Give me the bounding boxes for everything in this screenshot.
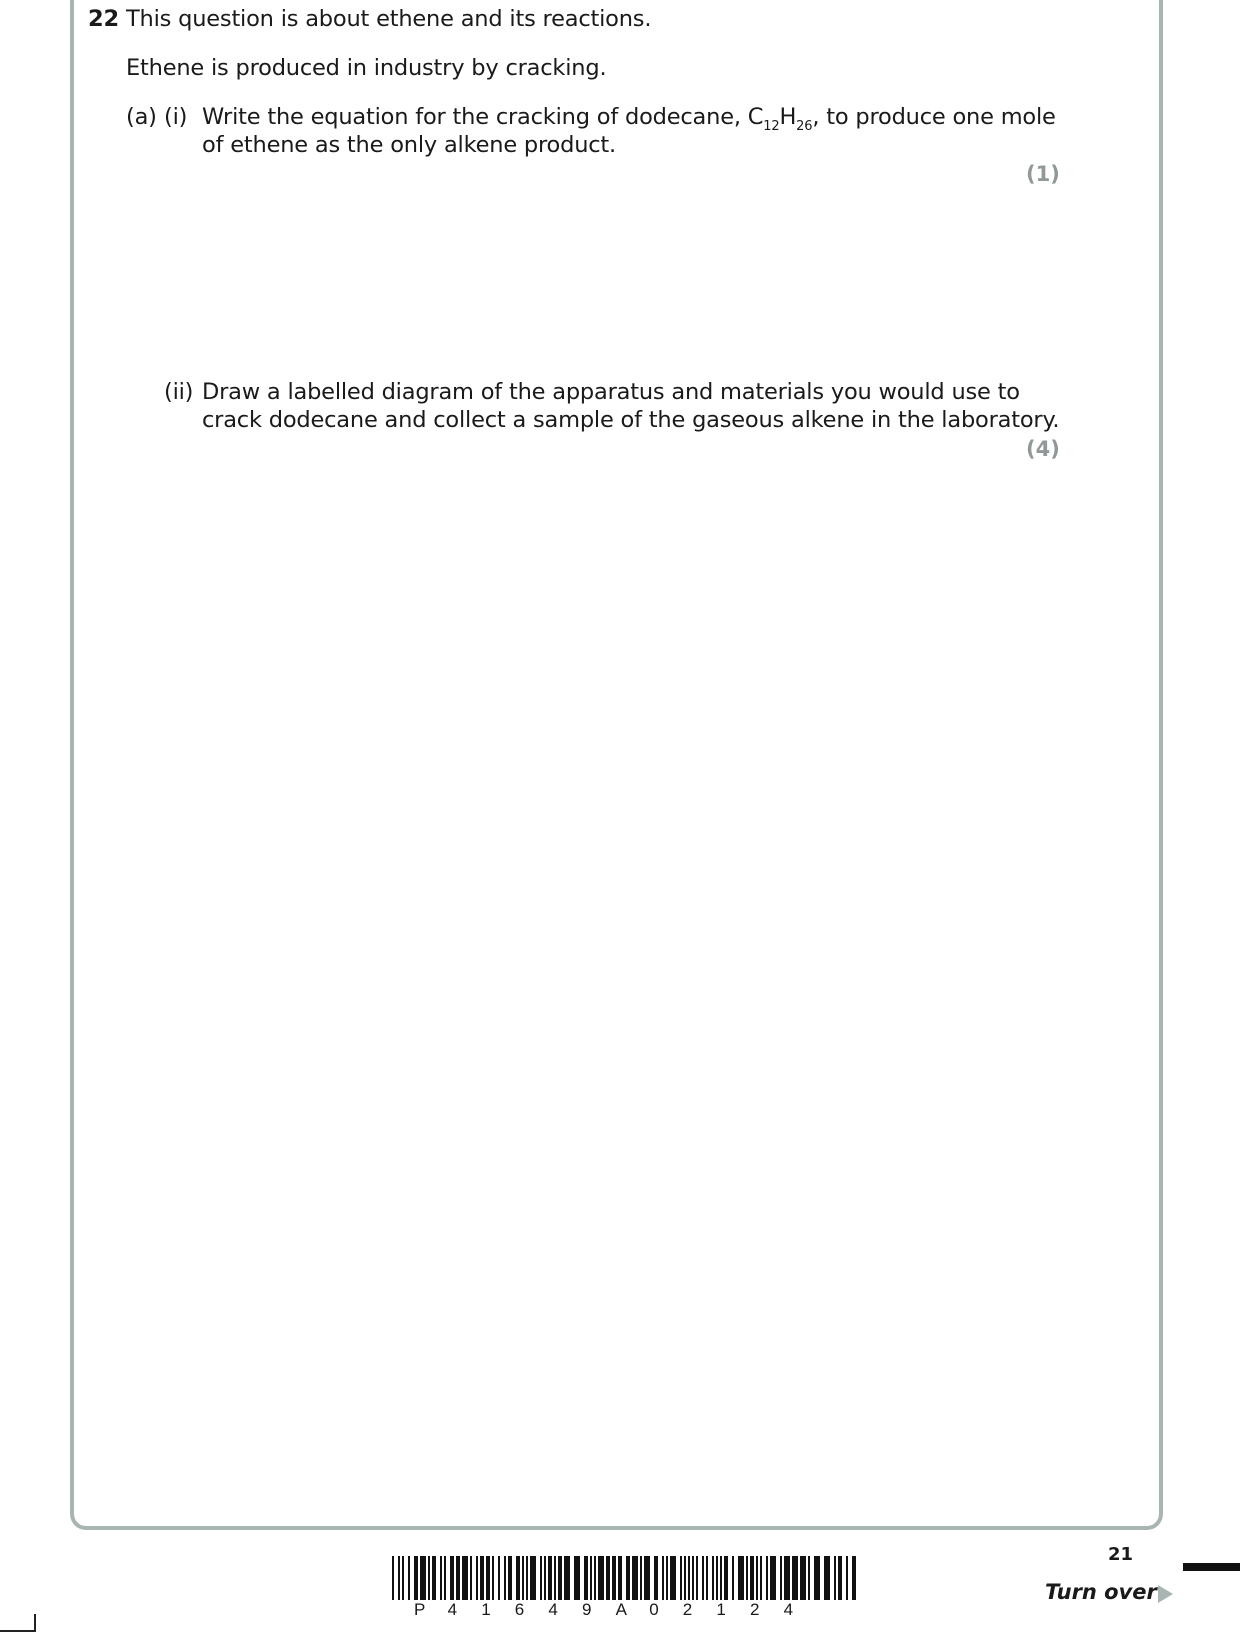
barcode-bar [746,1556,748,1600]
barcode-image [392,1556,860,1604]
barcode-bar [792,1556,798,1600]
barcode-char: 1 [481,1600,491,1619]
barcode-bar [720,1556,722,1600]
barcode-bar [702,1556,704,1600]
barcode-bar [402,1556,404,1600]
barcode-bar [756,1556,758,1600]
barcode-char: 2 [682,1600,693,1619]
marks-part-a-ii: (4) [1026,437,1060,461]
barcode-bar [800,1556,806,1600]
barcode-char: 6 [514,1600,525,1619]
barcode-char: 4 [548,1600,558,1619]
barcode-bar [766,1556,768,1600]
answer-box-frame [70,0,1163,1530]
question-intro: This question is about ethene and its reactions. [126,6,652,32]
barcode-bar [564,1556,570,1600]
barcode-bar [712,1556,714,1600]
barcode-bar [508,1556,512,1600]
barcode-bar [558,1556,562,1600]
page-number: 21 [1108,1544,1134,1565]
barcode-bar [732,1556,734,1600]
barcode-bar [834,1556,836,1600]
barcode-bar [480,1556,484,1600]
barcode-char: 1 [716,1600,726,1619]
part-a-i-question-line2: of ethene as the only alkene product. [202,132,617,158]
part-a-label: (a) [126,104,157,130]
barcode-bar [632,1556,638,1600]
barcode-bar [554,1556,556,1600]
formula-subscript-26: 26 [796,119,813,134]
barcode-bar [440,1556,442,1600]
barcode-bar [492,1556,494,1600]
barcode-bar [498,1556,500,1600]
barcode-bar [626,1556,630,1600]
barcode-bar [450,1556,454,1600]
barcode-bar [680,1556,682,1600]
barcode-char: P [414,1600,426,1619]
barcode-bar [684,1556,686,1600]
barcode-bar [814,1556,820,1600]
barcode-bar [598,1556,604,1600]
barcode-bar [612,1556,616,1600]
barcode-bar [606,1556,610,1600]
barcode-char: 9 [582,1600,592,1619]
barcode-bar [784,1556,790,1600]
barcode-bar [486,1556,490,1600]
barcode-bar [696,1556,698,1600]
barcode-bar [522,1556,524,1600]
barcode-bar [444,1556,446,1600]
barcode-bar [392,1556,394,1600]
barcode-bar [462,1556,468,1600]
barcode-bar [420,1556,426,1600]
question-number: 22 [88,6,119,32]
barcode-bar [666,1556,668,1600]
barcode-bar [738,1556,744,1600]
barcode-bar [670,1556,676,1600]
barcode-bar [618,1556,622,1600]
barcode-bar [414,1556,418,1600]
turn-over-arrow-icon [1158,1585,1173,1603]
barcode-bar [584,1556,588,1600]
barcode-char: A [615,1600,627,1619]
part-a-ii-question-line1: Draw a labelled diagram of the apparatus and materials you would use to [202,379,1020,405]
barcode-bar [530,1556,536,1600]
barcode-bar [760,1556,762,1600]
turn-over-label: Turn over [1045,1580,1157,1604]
barcode-bar [540,1556,542,1600]
barcode-bar [408,1556,410,1600]
barcode-bar [574,1556,580,1600]
barcode-char: 0 [649,1600,659,1619]
formula-subscript-12: 12 [763,119,780,134]
barcode-char: 4 [783,1600,794,1619]
barcode-bar [548,1556,552,1600]
part-a-i-question-line1: Write the equation for the cracking of dodecane, $C_{12}H_{26}$, to produce one mole [202,104,1056,134]
barcode-bar [662,1556,664,1600]
barcode-char: 2 [750,1600,760,1619]
barcode-bar [716,1556,718,1600]
barcode-bar [824,1556,830,1600]
barcode-bar [750,1556,754,1600]
barcode-bar [428,1556,430,1600]
barcode-bar [504,1556,506,1600]
barcode-bar [456,1556,460,1600]
part-a-ii-question-line2: crack dodecane and collect a sample of the gaseous alkene in the laboratory. [202,407,1060,433]
barcode-bar [692,1556,694,1600]
barcode-bar [544,1556,546,1600]
barcode-bar [476,1556,478,1600]
barcode-bar [688,1556,690,1600]
barcode-bar [516,1556,520,1600]
barcode-bar [640,1556,642,1600]
barcode-bar [654,1556,658,1600]
part-ii-label: (ii) [164,379,194,405]
barcode-bar [808,1556,810,1600]
barcode-bar [724,1556,728,1600]
marks-part-a-i: (1) [1026,162,1060,186]
barcode-bar [526,1556,528,1600]
barcode-bar [432,1556,436,1600]
part-i-label: (i) [164,104,188,130]
barcode-char: 4 [447,1600,458,1619]
barcode-bar [706,1556,708,1600]
barcode-bar [644,1556,650,1600]
barcode-bar [594,1556,596,1600]
barcode-bar [470,1556,472,1600]
barcode-bar [846,1556,848,1600]
barcode-bar [590,1556,592,1600]
question-context: Ethene is produced in industry by cracking. [126,55,607,81]
barcode-bar [398,1556,400,1600]
barcode-bar [780,1556,782,1600]
page-edge-marker [1183,1563,1240,1571]
barcode-bar [838,1556,842,1600]
barcode-bar [852,1556,856,1600]
barcode-bar [770,1556,776,1600]
